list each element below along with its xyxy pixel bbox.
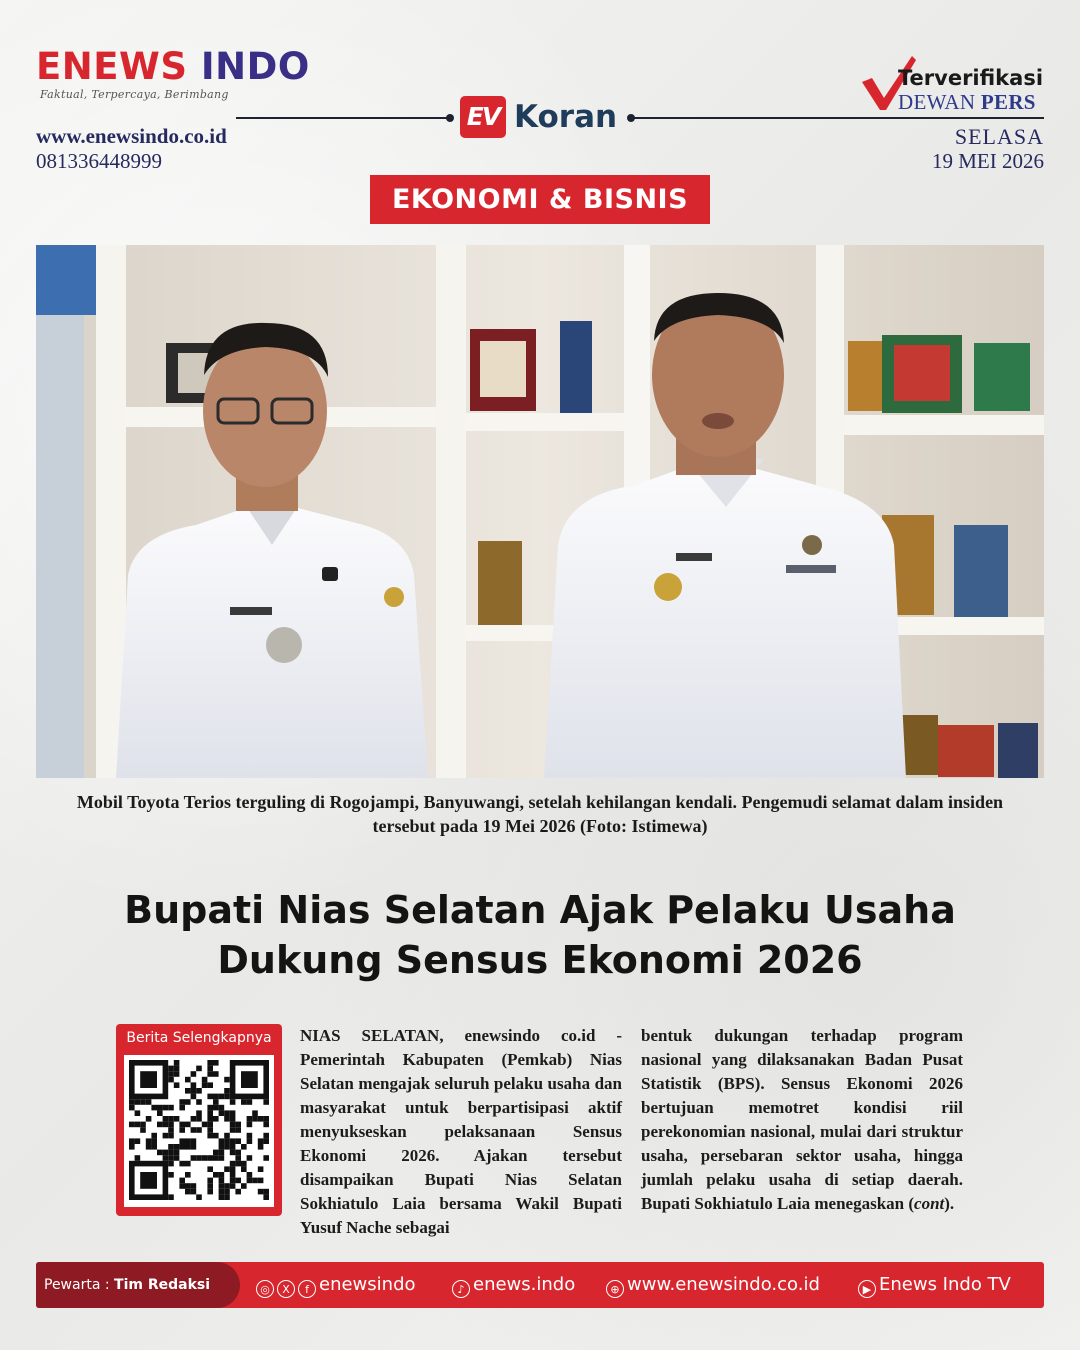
x-icon: X — [277, 1280, 295, 1298]
article-headline: Bupati Nias Selatan Ajak Pelaku Usaha Dukung Sensus Ekonomi 2026 — [124, 888, 956, 982]
brand-name-part1: ENEWS — [36, 45, 188, 88]
footer-social-handle[interactable] — [256, 1262, 416, 1308]
continued-marker: cont — [914, 1194, 945, 1213]
press-council-label — [898, 90, 1036, 115]
header-divider-right — [630, 117, 1044, 119]
tiktok-icon: ♪ — [452, 1280, 470, 1298]
column-2-close: ). — [944, 1194, 955, 1213]
press-council-part2: PERS — [980, 90, 1036, 114]
header-phone: 081336448999 — [36, 149, 162, 173]
youtube-icon: ▶ — [858, 1280, 876, 1298]
tiktok-text: enews.indo — [473, 1274, 576, 1295]
brand-name-part2: INDO — [200, 45, 310, 88]
header-divider-left — [236, 117, 448, 119]
instagram-icon: ◎ — [256, 1280, 274, 1298]
header-website: www.enewsindo.co.id — [36, 124, 227, 148]
brand-logo — [36, 45, 310, 88]
reporter-label: Pewarta : — [44, 1277, 115, 1293]
column-2-text: bentuk dukungan terhadap program nasional yang dilaksanakan Badan Pusat Statistik (BPS). Sensus Ekonomi 2026 bertujuan memotret kondisi riil perekonomian nasional, mulai dari struktur usaha, persebaran sektor usaha, hingga jumlah pelaku usaha di setiap daerah. Bupati Sokhiatulo Laia menegaskan — [641, 1026, 963, 1213]
divider-dot-left — [446, 114, 454, 122]
issue-day: SELASA — [954, 124, 1044, 149]
photo-illustration — [36, 245, 1044, 778]
verified-label: Terverifikasi — [898, 66, 1044, 90]
facebook-icon: f — [298, 1280, 316, 1298]
article-column-1: NIAS SELATAN, enewsindo co.id - Pemerintah Kabupaten (Pemkab) Nias Selatan mengajak seluruh pelaku usaha dan masyarakat untuk berpartisipasi aktif menyukseskan pelaksanaan Sensus Ekonomi 2026. Ajakan tersebut disampaikan Bupati Nias Selatan Sokhiatulo Laia bersama Wakil Bupati Yusuf Nache sebagai — [300, 1026, 622, 1237]
article-column-2: bentuk dukungan terhadap program nasional yang dilaksanakan Badan Pusat Statistik (BPS). Sensus Ekonomi 2026 bertujuan memotret kondisi riil perekonomian nasional, mulai dari struktur usaha, persebaran sektor usaha, hingga jumlah pelaku usaha di setiap daerah. Bupati Sokhiatulo Laia menegaskan (cont). — [641, 1026, 963, 1213]
footer-tiktok[interactable] — [452, 1262, 575, 1308]
qr-label: Berita Selengkapnya — [126, 1030, 272, 1046]
divider-dot-right — [627, 114, 635, 122]
globe-icon: ⊕ — [606, 1280, 624, 1298]
website-text: www.enewsindo.co.id — [627, 1274, 820, 1295]
brand-tagline: Faktual, Terpercaya, Berimbang — [40, 88, 229, 101]
footer-website[interactable] — [606, 1262, 820, 1308]
article-photo — [36, 245, 1044, 778]
footer-youtube[interactable] — [858, 1262, 1011, 1308]
ev-logo-icon: EV — [460, 96, 506, 138]
social-handle-text: enewsindo — [319, 1274, 416, 1295]
qr-code-icon[interactable] — [124, 1055, 274, 1207]
qr-code-pattern — [124, 1055, 274, 1207]
press-council-part1: DEWAN — [898, 90, 976, 114]
reporter-credit — [36, 1262, 240, 1308]
issue-date: 19 MEI 2026 — [932, 149, 1044, 173]
edition-label: Koran — [514, 99, 618, 135]
category-badge: EKONOMI & BISNIS — [370, 175, 710, 224]
photo-caption: Mobil Toyota Terios terguling di Rogojampi, Banyuwangi, setelah kehilangan kendali. Pengemudi selamat dalam insiden tersebut pada 19 Mei 2026 (Foto: Istimewa) — [76, 792, 1004, 836]
reporter-name: Tim Redaksi — [114, 1277, 211, 1293]
youtube-text: Enews Indo TV — [879, 1274, 1011, 1295]
